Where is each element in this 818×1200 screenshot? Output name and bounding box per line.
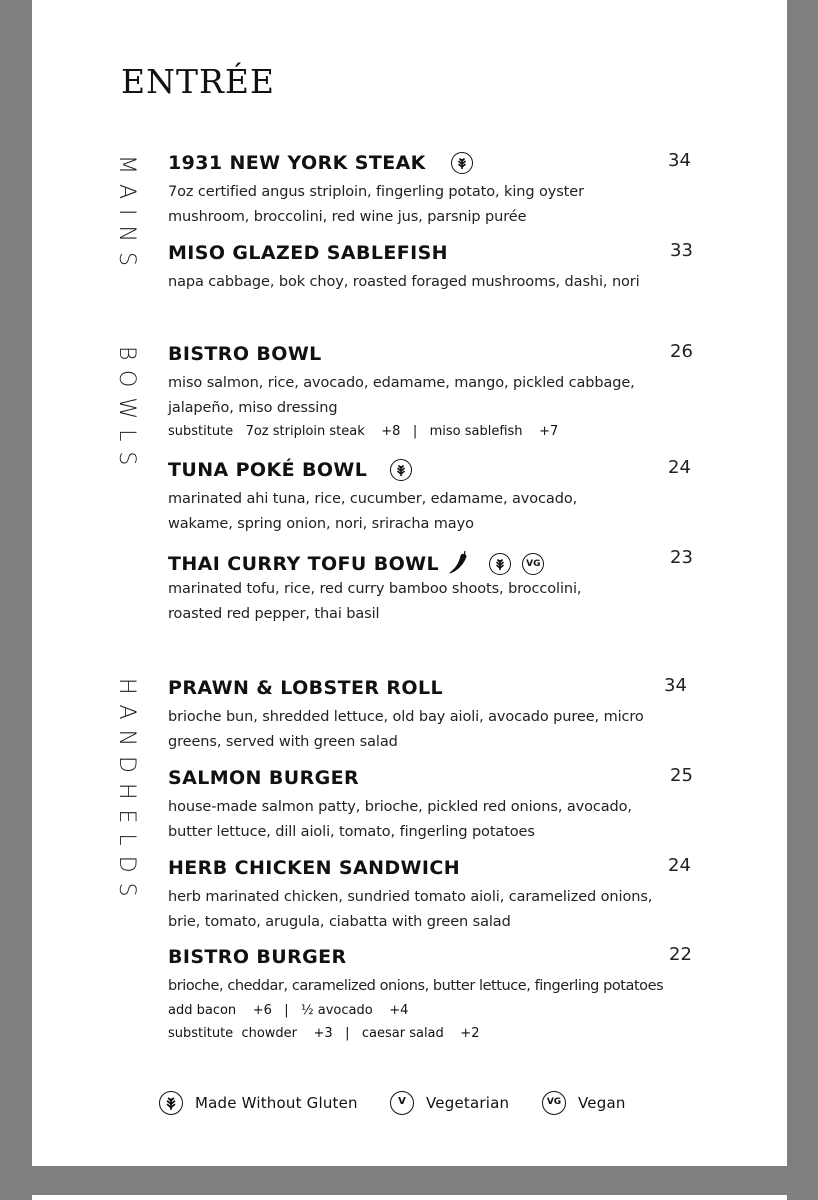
item-name: 1931 NEW YORK STEAK (168, 152, 426, 174)
menu-page (32, 0, 787, 1166)
vegan-icon: VG (522, 553, 544, 575)
vegetarian-icon: V (390, 1091, 414, 1115)
legend-label: Made Without Gluten (195, 1094, 358, 1112)
item-description: napa cabbage, bok choy, roasted foraged mushrooms, dashi, nori (168, 274, 640, 290)
item-substitute-line: substitute chowder +3 | caesar salad +2 (168, 1025, 480, 1041)
legend-vegetarian (390, 1091, 509, 1115)
item-name: PRAWN & LOBSTER ROLL (168, 677, 443, 699)
item-description: herb marinated chicken, sundried tomato aioli, caramelized onions, brie, tomato, arugula, ciabatta with green salad (168, 889, 653, 930)
item-price: 24 (668, 855, 691, 876)
menu-item (168, 152, 728, 229)
menu-item (168, 343, 728, 443)
spicy-chili-icon (448, 549, 470, 579)
item-name: SALMON BURGER (168, 767, 360, 789)
item-price: 33 (670, 240, 693, 261)
item-description: 7oz certified angus striploin, fingerling potato, king oyster mushroom, broccolini, red wine jus, parsnip purée (168, 184, 584, 225)
menu-item (168, 549, 728, 626)
section-label-mains: MAINS (114, 155, 139, 276)
gluten-free-icon (489, 553, 511, 575)
item-description: brioche bun, shredded lettuce, old bay aioli, avocado puree, micro greens, served with green salad (168, 709, 644, 750)
item-price: 25 (670, 765, 693, 786)
section-label-handhelds: HANDHELDS (114, 678, 139, 907)
item-description: miso salmon, rice, avocado, edamame, mango, pickled cabbage, jalapeño, miso dressing (168, 375, 635, 416)
section-label-bowls: BOWLS (114, 346, 139, 476)
item-price: 22 (669, 944, 692, 965)
item-price: 23 (670, 547, 693, 568)
item-description: house-made salmon patty, brioche, pickled red onions, avocado, butter lettuce, dill aioli, tomato, fingerling potatoes (168, 799, 632, 840)
menu-item (168, 767, 728, 844)
gluten-free-icon (390, 459, 412, 481)
item-name: BISTRO BURGER (168, 946, 347, 968)
page-title: ENTRÉE (121, 62, 276, 101)
item-description: marinated tofu, rice, red curry bamboo shoots, broccolini, roasted red pepper, thai basil (168, 581, 582, 622)
item-name: THAI CURRY TOFU BOWL (168, 553, 440, 575)
legend-vegan (542, 1091, 626, 1115)
menu-item (168, 459, 728, 536)
dietary-legend (32, 1091, 787, 1117)
vegan-icon: VG (542, 1091, 566, 1115)
menu-item (168, 677, 728, 754)
item-name: BISTRO BOWL (168, 343, 322, 365)
menu-item (168, 946, 728, 1045)
item-addon-line: add bacon +6 | ½ avocado +4 (168, 1002, 409, 1018)
legend-label: Vegetarian (426, 1094, 510, 1112)
legend-gluten-free (159, 1091, 358, 1115)
item-price: 34 (668, 150, 691, 171)
item-name: MISO GLAZED SABLEFISH (168, 242, 448, 264)
legend-label: Vegan (578, 1094, 626, 1112)
item-description: brioche, cheddar, caramelized onions, butter lettuce, fingerling potatoes (168, 978, 664, 994)
item-substitute-line: substitute 7oz striploin steak +8 | miso sablefish +7 (168, 424, 559, 439)
item-description: marinated ahi tuna, rice, cucumber, edamame, avocado, wakame, spring onion, nori, sriracha mayo (168, 491, 578, 532)
item-name: HERB CHICKEN SANDWICH (168, 857, 461, 879)
gluten-free-icon (159, 1091, 183, 1115)
menu-item (168, 857, 728, 934)
menu-item (168, 242, 728, 295)
item-price: 34 (664, 675, 687, 696)
next-page-edge (32, 1195, 787, 1200)
item-price: 26 (670, 341, 693, 362)
gluten-free-icon (451, 152, 473, 174)
item-name: TUNA POKÉ BOWL (168, 459, 368, 481)
item-price: 24 (668, 457, 691, 478)
